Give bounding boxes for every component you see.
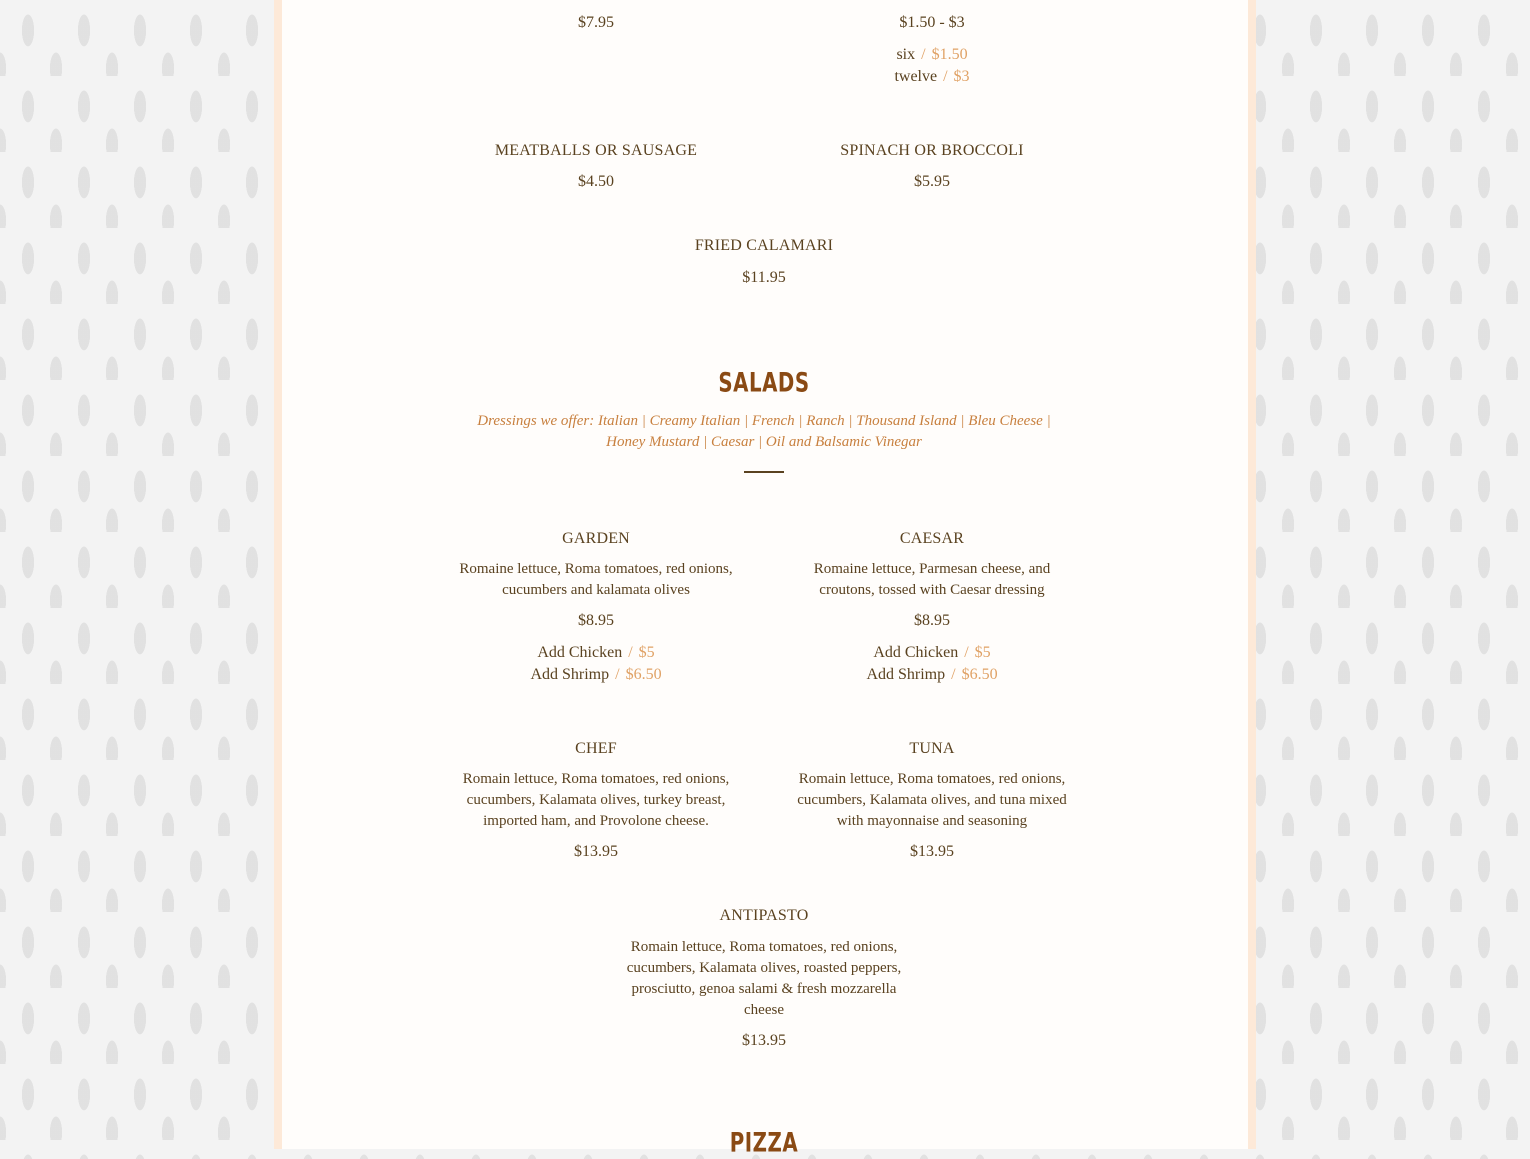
item-price-garden: $8.95: [578, 612, 614, 629]
item-desc-antipasto: Romain lettuce, Roma tomatoes, red onions, cucumbers, Kalamata olives, roasted peppers, prosciutto, genoa salami & fresh mozzarella cheese: [626, 939, 902, 1018]
item-name-antipasto: ANTIPASTO: [719, 907, 809, 924]
item-name-calamari: FRIED CALAMARI: [694, 237, 834, 254]
item-desc-tuna: Romain lettuce, Roma tomatoes, red onions, cucumbers, Kalamata olives, and tuna mixed with mayonnaise and seasoning: [797, 771, 1067, 829]
top-right-options: [782, 44, 1082, 88]
item-desc-garden: Romaine lettuce, Roma tomatoes, red onions, cucumbers and kalamata olives: [459, 561, 733, 598]
top-right-price: $1.50 - $3: [899, 14, 965, 31]
item-name-meatballs: MEATBALLS OR SAUSAGE: [494, 142, 698, 159]
item-name-garden: GARDEN: [562, 530, 630, 547]
option-row: Add Chicken / $5: [537, 644, 655, 661]
item-price-calamari: $11.95: [742, 269, 786, 286]
item-desc-chef: Romain lettuce, Roma tomatoes, red onions, cucumbers, Kalamata olives, turkey breast, imported ham, and Provolone cheese.: [462, 771, 730, 829]
item-addons-garden: [446, 642, 746, 686]
item-price-antipasto: $13.95: [742, 1032, 786, 1049]
item-price-tuna: $13.95: [910, 843, 954, 860]
option-row: Add Shrimp / $6.50: [530, 666, 662, 683]
divider: [744, 471, 784, 473]
menu-page: [274, 0, 1256, 1159]
item-addons-caesar: [782, 642, 1082, 686]
section-title-salads: SALADS: [718, 368, 810, 399]
item-price-caesar: $8.95: [914, 612, 950, 629]
item-name-caesar: CAESAR: [899, 530, 965, 547]
option-row: Add Chicken / $5: [873, 644, 991, 661]
item-price-chef: $13.95: [574, 843, 618, 860]
item-name-chef: CHEF: [575, 740, 617, 757]
option-row: Add Shrimp / $6.50: [866, 666, 998, 683]
item-desc-caesar: Romaine lettuce, Parmesan cheese, and croutons, tossed with Caesar dressing: [813, 561, 1051, 598]
dressings-note: Dressings we offer: Italian | Creamy Italian | French | Ranch | Thousand Island | Bleu Cheese | Honey Mustard | Caesar | Oil and Balsamic Vinegar: [477, 413, 1051, 450]
item-price-meatballs: $4.50: [578, 173, 614, 190]
section-title-pizza: PIZZA: [729, 1128, 799, 1159]
item-price-spinach: $5.95: [914, 173, 950, 190]
item-name-tuna: TUNA: [909, 740, 955, 757]
item-name-spinach: SPINACH OR BROCCOLI: [840, 142, 1024, 159]
option-row: six / $1.50: [896, 46, 968, 63]
top-left-price: $7.95: [578, 14, 614, 31]
option-row: twelve / $3: [894, 68, 970, 85]
